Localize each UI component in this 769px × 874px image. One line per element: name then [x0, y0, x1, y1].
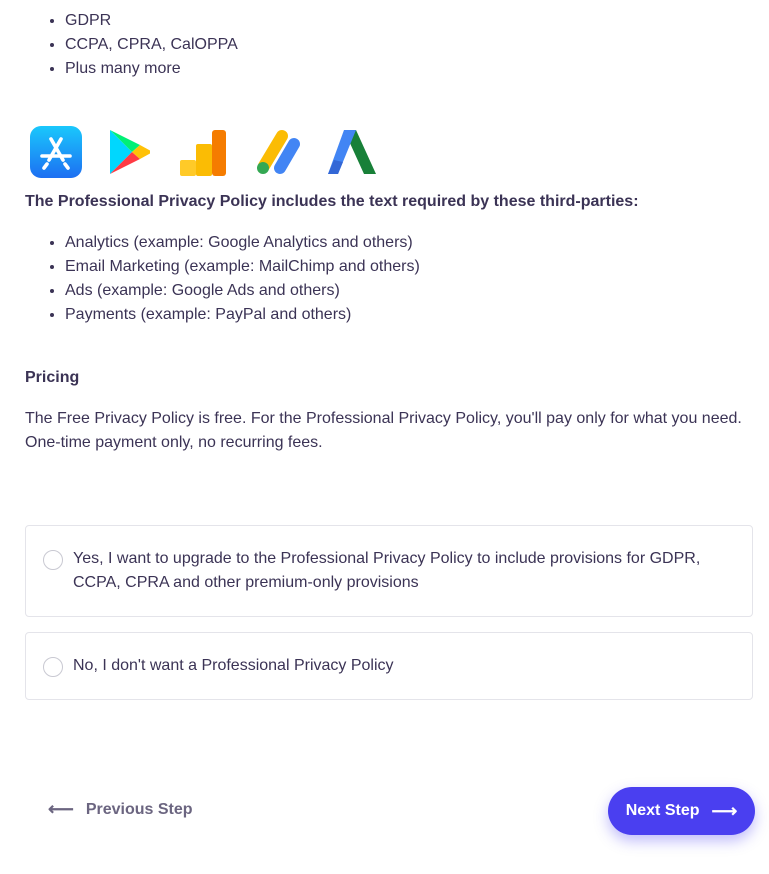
previous-step-label: Previous Step: [85, 800, 193, 818]
third-parties-heading: The Professional Privacy Policy includes the text required by these third-parties:: [25, 193, 639, 210]
next-step-button[interactable]: [608, 787, 755, 835]
list-item: • GDPR: [65, 9, 238, 33]
pricing-line-2: One-time payment only, no recurring fees.: [25, 434, 323, 451]
google-analytics-icon: [178, 126, 230, 178]
option-label-line: CCPA, CPRA and other premium-only provisions: [73, 574, 419, 591]
list-item: • CCPA, CPRA, CalOPPA: [65, 33, 238, 57]
upgrade-yes-radio[interactable]: [43, 550, 63, 570]
google-ads-icon: [326, 126, 378, 178]
arrow-right-icon: ⟶: [711, 800, 738, 821]
pricing-description: [25, 407, 755, 455]
regulations-list: [25, 9, 238, 81]
third-party-logos: [30, 126, 400, 178]
list-item: • Plus many more: [65, 57, 238, 81]
option-label-line: Yes, I want to upgrade to the Professional Privacy Policy to include provisions for GDPR,: [73, 550, 701, 567]
arrow-left-icon: ⟵: [48, 799, 74, 819]
upgrade-no-option[interactable]: [25, 632, 753, 700]
app-store-icon: [30, 126, 82, 178]
google-play-icon: [104, 126, 156, 178]
upgrade-no-radio[interactable]: [43, 657, 63, 677]
upgrade-yes-option[interactable]: [25, 525, 753, 617]
third-parties-list: [25, 231, 420, 327]
upgrade-yes-label[interactable]: [73, 547, 722, 595]
pricing-line-1: The Free Privacy Policy is free. For the Professional Privacy Policy, you'll pay only for what you need.: [25, 410, 742, 427]
next-step-label: Next Step: [625, 802, 700, 819]
list-item: • Email Marketing (example: MailChimp and others): [65, 255, 420, 279]
list-item: • Payments (example: PayPal and others): [65, 303, 420, 327]
pricing-heading: Pricing: [25, 369, 80, 386]
upgrade-no-label[interactable]: No, I don't want a Professional Privacy Policy: [73, 657, 394, 674]
list-item: • Analytics (example: Google Analytics and others): [65, 231, 420, 255]
google-adsense-icon: [252, 126, 304, 178]
list-item: • Ads (example: Google Ads and others): [65, 279, 420, 303]
previous-step-button[interactable]: [48, 799, 193, 820]
